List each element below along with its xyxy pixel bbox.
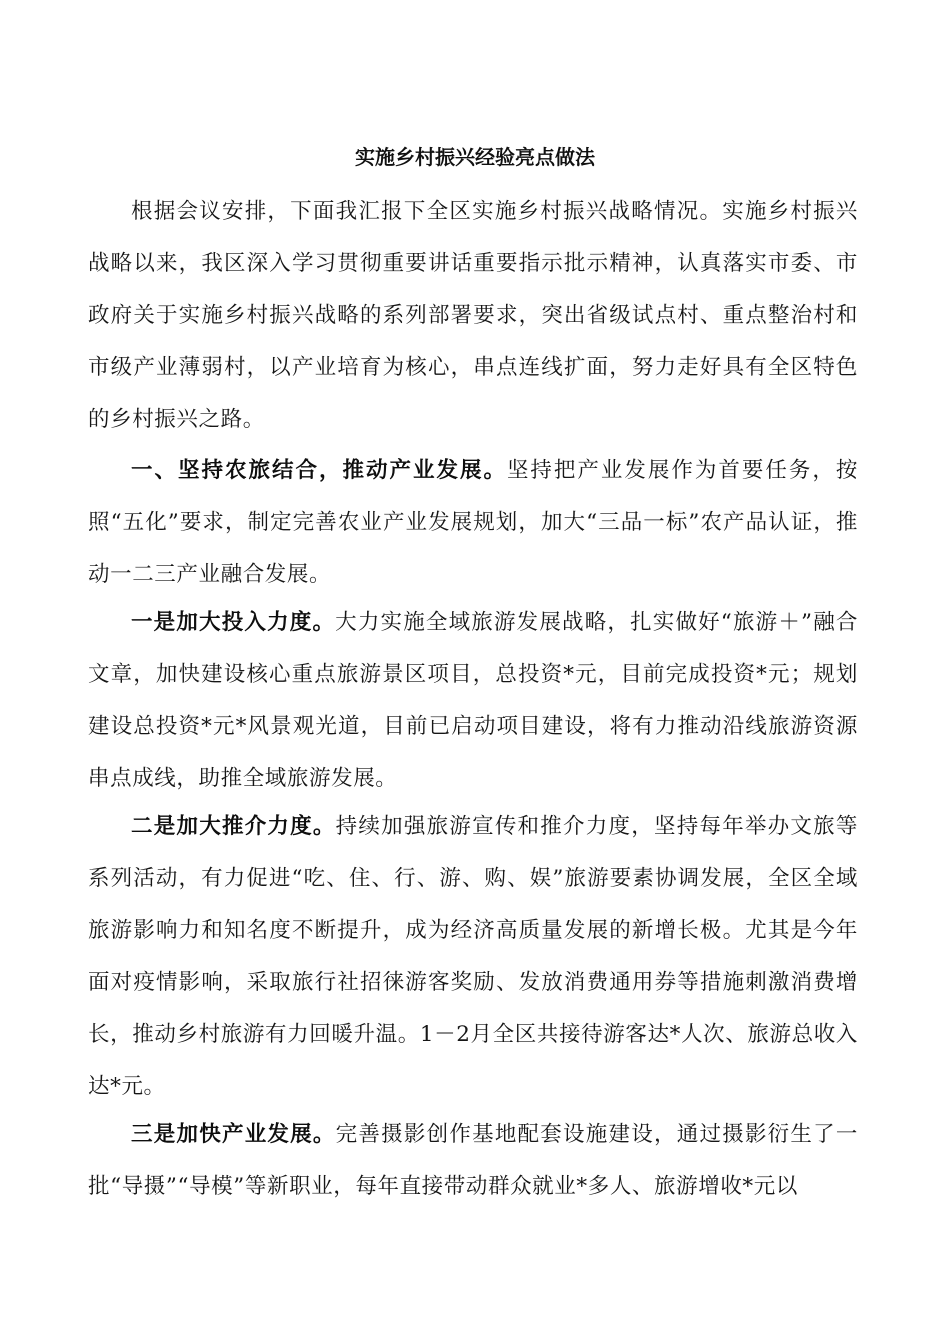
paragraph-text: 大力实施全域旅游发展战略，扎实做好“旅游＋”融合文章，加快建设核心重点旅游景区项目，总投资*元，目前完成投资*元；规划建设总投资*元*风景观光道，目前已启动项目建设，将有力推动沿线旅游资源串点成线，助推全域旅游发展。: [88, 610, 858, 791]
paragraph-text: 完善摄影创作基地配套设施建设，通过摄影衍生了一批“导摄”“导模”等新职业，每年直接带动群众就业*多人、旅游增收*元以: [88, 1122, 858, 1199]
paragraph-section-one: [88, 445, 858, 601]
paragraph-lead: 三是加快产业发展。: [131, 1122, 336, 1147]
paragraph-point-one: [88, 597, 858, 805]
document-title: 实施乡村振兴经验亮点做法: [355, 145, 595, 169]
paragraph-lead: 二是加大推介力度。: [131, 814, 336, 839]
paragraph-lead: 一、坚持农旅结合，推动产业发展。: [131, 458, 507, 483]
paragraph-text: 持续加强旅游宣传和推介力度，坚持每年举办文旅等系列活动，有力促进“吃、住、行、游、购、娱”旅游要素协调发展，全区全域旅游影响力和知名度不断提升，成为经济高质量发展的新增长极。尤其是今年面对疫情影响，采取旅行社招徕游客奖励、发放消费通用券等措施刺激消费增长，推动乡村旅游有力回暖升温。1－2月全区共接待游客达*人次、旅游总收入达*元。: [88, 814, 858, 1099]
paragraph-point-two: [88, 801, 858, 1113]
paragraph-intro: [88, 186, 858, 446]
paragraph-text: 根据会议安排，下面我汇报下全区实施乡村振兴战略情况。实施乡村振兴战略以来，我区深入学习贯彻重要讲话重要指示批示精神，认真落实市委、市政府关于实施乡村振兴战略的系列部署要求，突出省级试点村、重点整治村和市级产业薄弱村，以产业培育为核心，串点连线扩面，努力走好具有全区特色的乡村振兴之路。: [88, 199, 858, 432]
paragraph-point-three: [88, 1109, 858, 1213]
paragraph-lead: 一是加大投入力度。: [131, 610, 336, 635]
paragraph-text: 坚持把产业发展作为首要任务，按照“五化”要求，制定完善农业产业发展规划，加大“三品一标”农产品认证，推动一二三产业融合发展。: [88, 458, 858, 587]
